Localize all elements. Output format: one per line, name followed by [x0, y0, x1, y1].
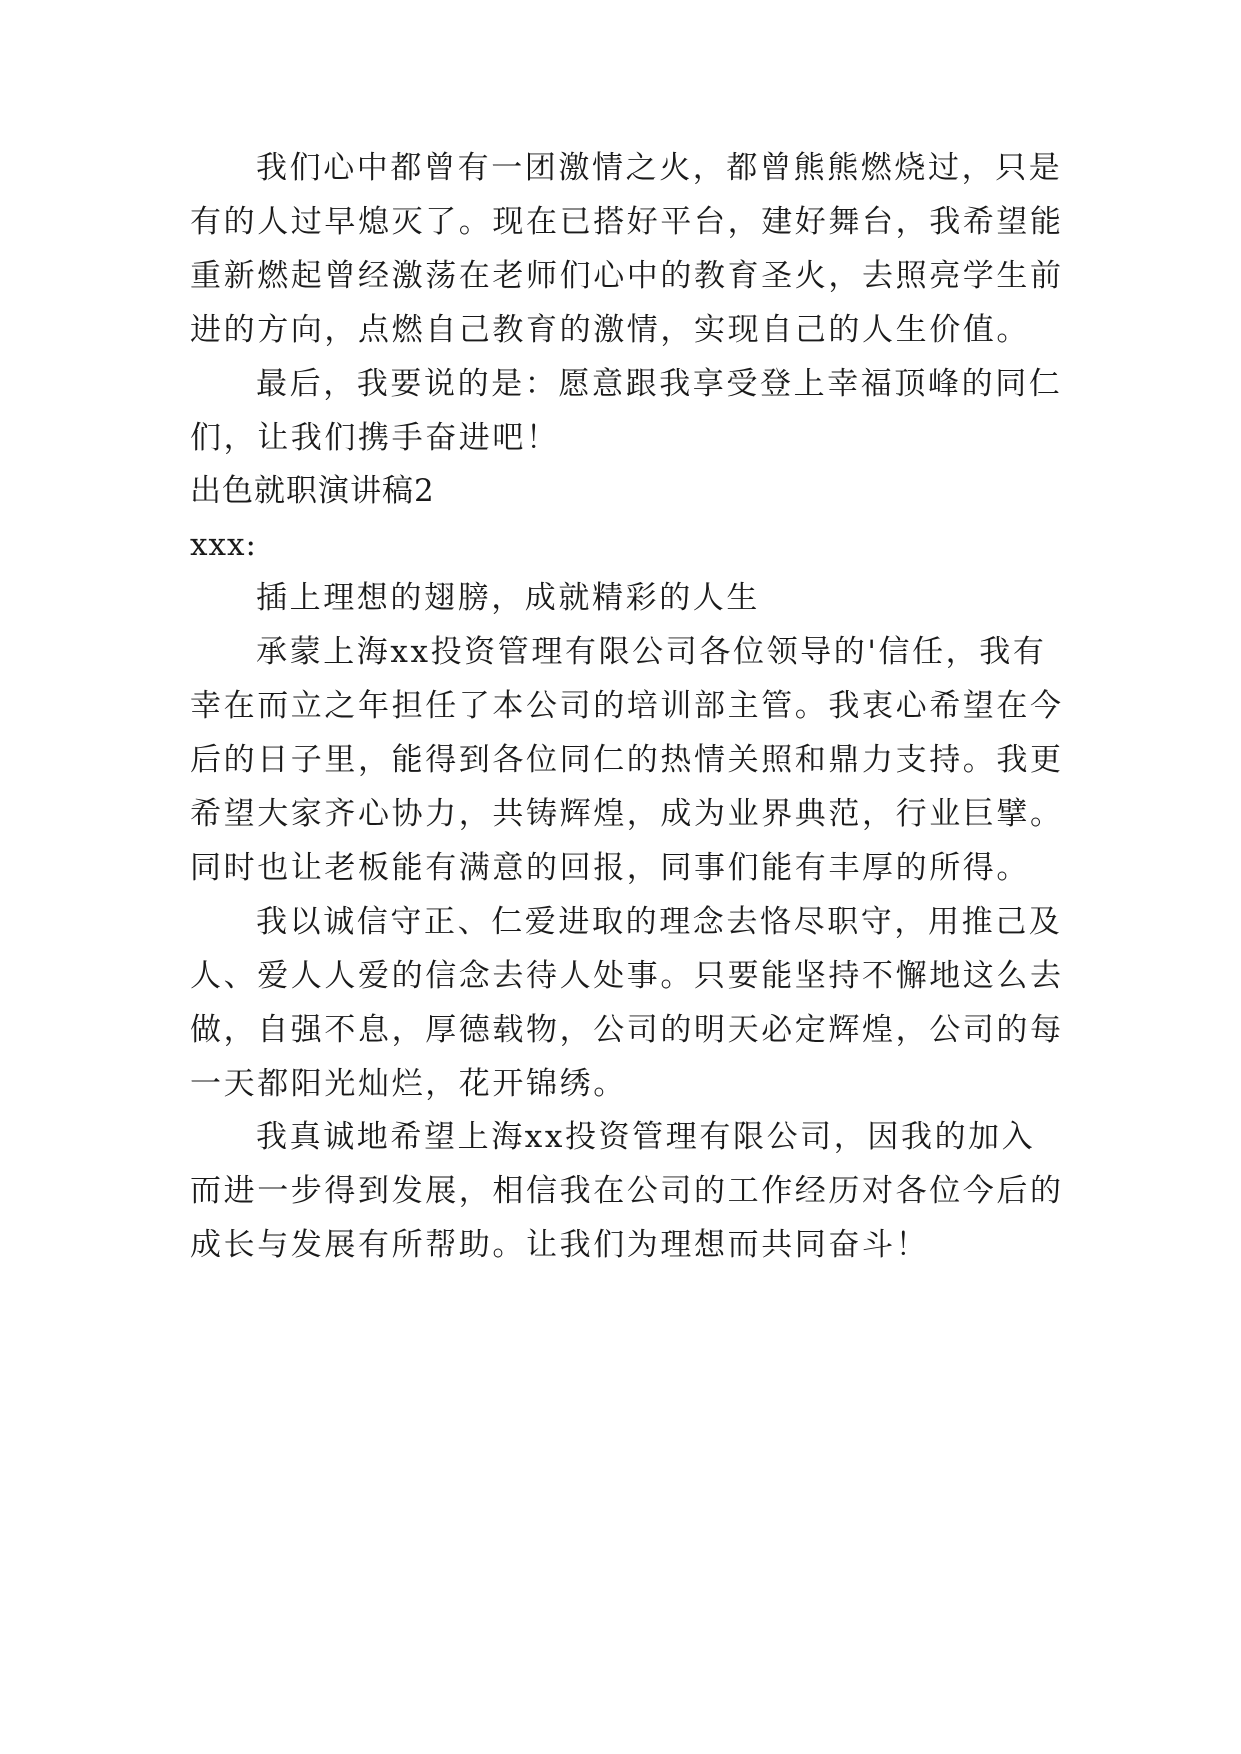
paragraph-line: 而进一步得到发展，相信我在公司的工作经历对各位今后的: [190, 1173, 1064, 1209]
paragraph-line: 最后，我要说的是：愿意跟我享受登上幸福顶峰的同仁: [256, 366, 1063, 402]
section-title: 出色就职演讲稿2: [190, 473, 435, 509]
paragraph-line: 我以诚信守正、仁爱进取的理念去恪尽职守，用推己及: [256, 904, 1063, 940]
paragraph-line: 我们心中都曾有一团激情之火，都曾熊熊燃烧过，只是: [256, 150, 1063, 186]
paragraph-line: 们，让我们携手奋进吧！: [190, 420, 560, 456]
paragraph-line: 承蒙上海xx投资管理有限公司各位领导的'信任，我有: [256, 634, 1047, 670]
speech-subtitle: 插上理想的翅膀，成就精彩的人生: [256, 580, 760, 616]
paragraph-line: 人、爱人人爱的信念去待人处事。只要能坚持不懈地这么去: [190, 958, 1064, 994]
paragraph-line: 希望大家齐心协力，共铸辉煌，成为业界典范，行业巨擘。: [190, 796, 1064, 832]
paragraph-line: 同时也让老板能有满意的回报，同事们能有丰厚的所得。: [190, 850, 1030, 886]
paragraph-line: 幸在而立之年担任了本公司的培训部主管。我衷心希望在今: [190, 688, 1064, 724]
paragraph-line: 后的日子里，能得到各位同仁的热情关照和鼎力支持。我更: [190, 742, 1064, 778]
paragraph-line: 成长与发展有所帮助。让我们为理想而共同奋斗！: [190, 1227, 930, 1263]
paragraph-line: 重新燃起曾经激荡在老师们心中的教育圣火，去照亮学生前: [190, 258, 1064, 294]
paragraph-line: 做，自强不息，厚德载物，公司的明天必定辉煌，公司的每: [190, 1012, 1064, 1048]
paragraph-line: 有的人过早熄灭了。现在已搭好平台，建好舞台，我希望能: [190, 204, 1064, 240]
paragraph-line: 进的方向，点燃自己教育的激情，实现自己的人生价值。: [190, 312, 1030, 348]
paragraph-line: 一天都阳光灿烂，花开锦绣。: [190, 1066, 627, 1102]
paragraph-line: 我真诚地希望上海xx投资管理有限公司，因我的加入: [256, 1119, 1036, 1155]
salutation: xxx:: [190, 527, 257, 563]
